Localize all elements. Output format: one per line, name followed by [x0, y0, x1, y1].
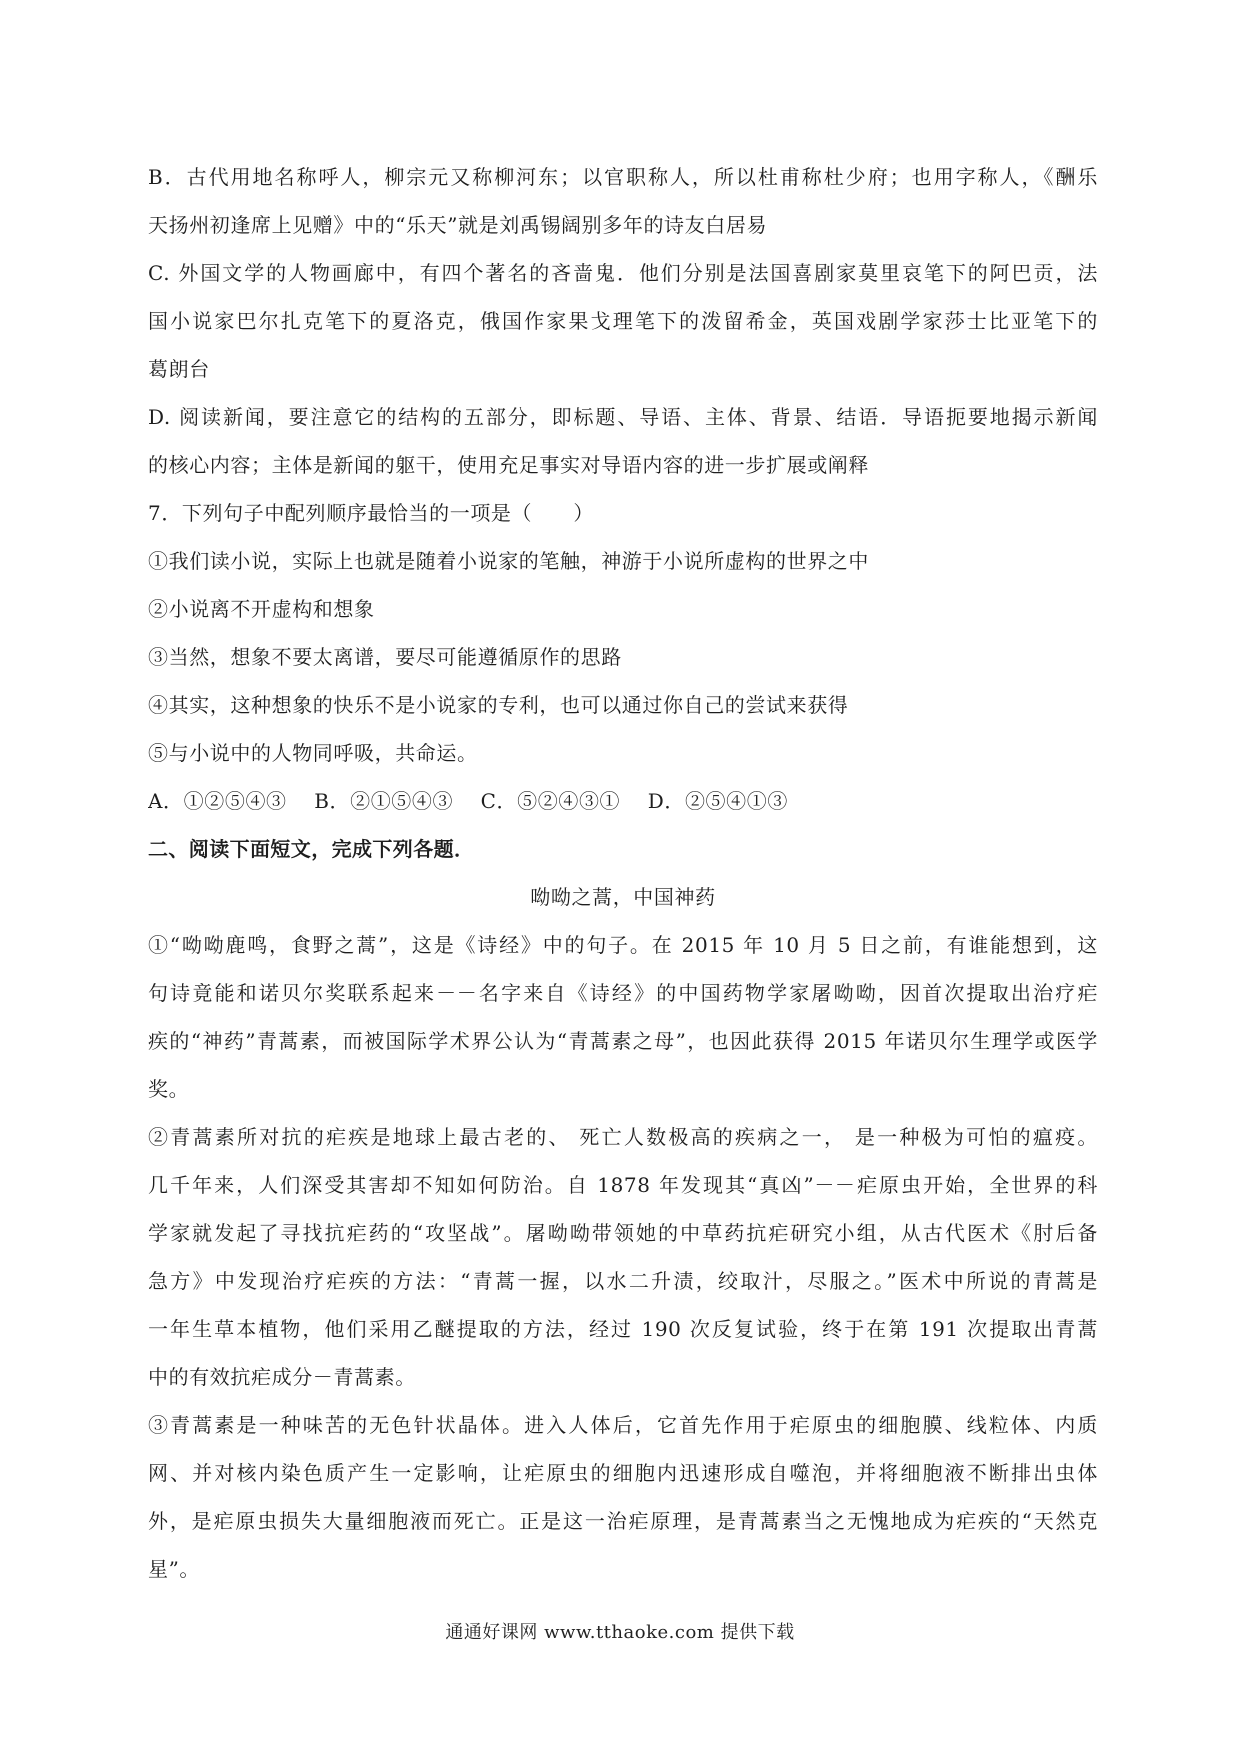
sentence-3: ③当然，想象不要太离谱，要尽可能遵循原作的思路: [148, 645, 622, 669]
para-3-line-3: 外，是疟原虫损失大量细胞液而死亡。正是这一治疟原理，是青蒿素当之无愧地成为疟疾的“天然克: [148, 1509, 1098, 1533]
passage-title: 呦呦之蒿，中国神药: [530, 885, 716, 909]
para-2-line-5: 一年生草本植物，他们采用乙醚提取的方法，经过 190 次反复试验，终于在第 191 次提取出青蒿: [148, 1317, 1098, 1341]
page-footer: 通通好课网 www.tthaoke.com 提供下载: [445, 1622, 795, 1643]
option-c-line-1: C. 外国文学的人物画廊中，有四个著名的吝啬鬼．他们分别是法国喜剧家莫里哀笔下的阿巴贡，法: [148, 261, 1098, 285]
para-3-line-2: 网、并对核内染色质产生一定影响，让疟原虫的细胞内迅速形成自噬泡，并将细胞液不断排出虫体: [148, 1461, 1098, 1485]
para-2-line-3: 学家就发起了寻找抗疟药的“攻坚战”。屠呦呦带领她的中草药抗疟研究小组，从古代医术《肘后备: [148, 1221, 1098, 1245]
para-3-line-1: ③青蒿素是一种味苦的无色针状晶体。进入人体后，它首先作用于疟原虫的细胞膜、线粒体、内质: [148, 1413, 1098, 1437]
option-c-line-2: 国小说家巴尔扎克笔下的夏洛克，俄国作家果戈理笔下的泼留希金，英国戏剧学家莎士比亚笔下的: [148, 309, 1098, 333]
question-7-stem: 7．下列句子中配列顺序最恰当的一项是（ ）: [148, 501, 594, 525]
para-2-line-1: ②青蒿素所对抗的疟疾是地球上最古老的、 死亡人数极高的疾病之一， 是一种极为可怕的瘟疫。: [148, 1125, 1098, 1149]
document-body: [148, 153, 1098, 1593]
sentence-5: ⑤与小说中的人物同呼吸，共命运。: [148, 741, 478, 765]
para-1-line-3: 疾的“神药”青蒿素，而被国际学术界公认为“青蒿素之母”，也因此获得 2015 年诺贝尔生理学或医学: [148, 1029, 1098, 1053]
sentence-1: ①我们读小说，实际上也就是随着小说家的笔触，神游于小说所虚构的世界之中: [148, 549, 869, 573]
option-b-line-1: B．古代用地名称呼人，柳宗元又称柳河东；以官职称人，所以杜甫称杜少府；也用字称人，《酬乐: [148, 165, 1098, 189]
para-1-line-1: ①“呦呦鹿鸣，食野之蒿”，这是《诗经》中的句子。在 2015 年 10 月 5 日之前，有谁能想到，这: [148, 933, 1098, 957]
para-1-line-4: 奖。: [148, 1077, 190, 1101]
para-2-line-4: 急方》中发现治疗疟疾的方法：“青蒿一握，以水二升渍，绞取汁，尽服之。”医术中所说的青蒿是: [148, 1269, 1098, 1293]
section-2-heading: 二、阅读下面短文，完成下列各题．: [148, 837, 475, 861]
sentence-4: ④其实，这种想象的快乐不是小说家的专利，也可以通过你自己的尝试来获得: [148, 693, 849, 717]
option-b-line-2: 天扬州初逢席上见赠》中的“乐天”就是刘禹锡阔别多年的诗友白居易: [148, 213, 768, 237]
option-d-line-1: D. 阅读新闻，要注意它的结构的五部分，即标题、导语、主体、背景、结语．导语扼要地揭示新闻: [148, 405, 1098, 429]
option-c-line-3: 葛朗台: [148, 357, 210, 381]
para-3-line-4: 星”。: [148, 1557, 201, 1581]
para-2-line-6: 中的有效抗疟成分－青蒿素。: [148, 1365, 416, 1389]
sentence-2: ②小说离不开虚构和想象: [148, 597, 375, 621]
question-7-options: A．①②⑤④③ B．②①⑤④③ C．⑤②④③① D．②⑤④①③: [148, 789, 788, 813]
para-2-line-2: 几千年来，人们深受其害却不知如何防治。自 1878 年发现其“真凶”－－疟原虫开始，全世界的科: [148, 1173, 1098, 1197]
option-d-line-2: 的核心内容；主体是新闻的躯干，使用充足事实对导语内容的进一步扩展或阐释: [148, 453, 869, 477]
para-1-line-2: 句诗竟能和诺贝尔奖联系起来－－名字来自《诗经》的中国药物学家屠呦呦，因首次提取出治疗疟: [148, 981, 1098, 1005]
